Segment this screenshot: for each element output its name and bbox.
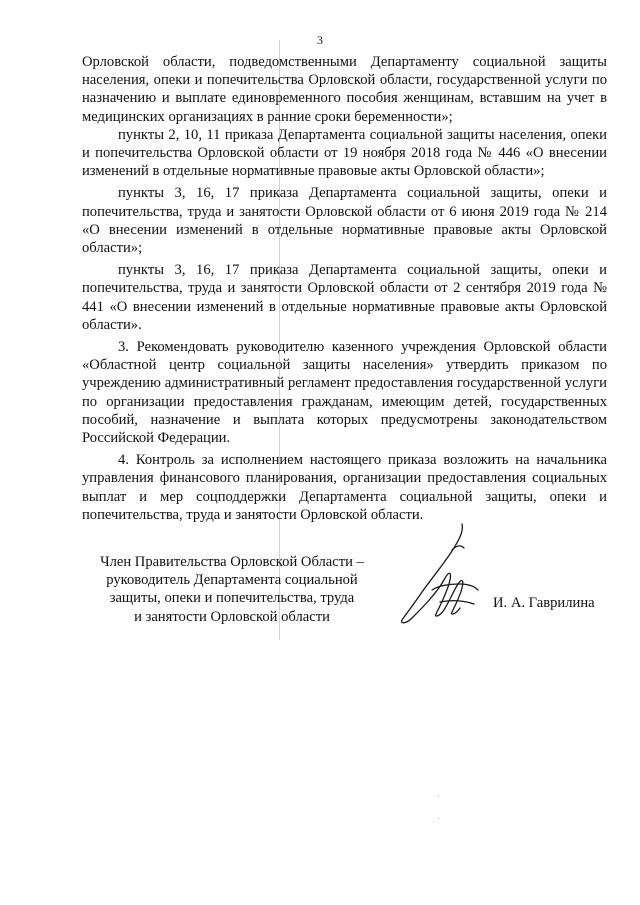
handwritten-signature-icon — [392, 520, 492, 630]
signer-name: И. А. Гаврилина — [493, 595, 595, 611]
paragraph-item: пункты 3, 16, 17 приказа Департамента социальной защиты, опеки и попечительства, труда и занятости Орловской области от 2 сентября 2019 года № 441 «О внесении изменений в отдельные нормативные правовые акты Орловской области». — [82, 262, 607, 333]
page-number: 3 — [317, 33, 323, 47]
signatory-position — [82, 553, 382, 626]
paragraph-item-4: 4. Контроль за исполнением настоящего приказа возложить на начальника управления финансового планирования, организации предоставления социальных выплат и мер соцподдержки Департамента социальной защиты, опеки и попечительства, труда и занятости Орловской области. — [82, 452, 607, 523]
scan-artifact — [438, 795, 439, 796]
paragraph-item-3: 3. Рекомендовать руководителю казенного учреждения Орловской области «Областной центр социальной защиты населения» утвердить приказом по учреждению административный регламент предоставления государственной услуги по организации предоставления гражданам, имеющим детей, государственных пособий, назначение и выплата которых предусмотрены законодательством Российской Федерации. — [82, 339, 607, 447]
position-line: и занятости Орловской области — [134, 608, 330, 625]
document-body — [82, 53, 607, 524]
position-line: защиты, опеки и попечительства, труда — [109, 590, 355, 607]
paragraph-continuation: Орловской области, подведомственными Департаменту социальной защиты населения, опеки и попечительства Орловской области, государственной услуги по назначению и выплате единовременного пособия женщинам, вставшим на учет в медицинских организациях в ранние сроки беременности»; — [82, 54, 607, 125]
scan-artifact — [438, 818, 439, 819]
position-line: Член Правительства Орловской Области – — [100, 554, 364, 570]
paragraph-item: пункты 2, 10, 11 приказа Департамента социальной защиты населения, опеки и попечительства Орловской области от 19 ноября 2018 года № 446 «О внесении изменений в отдельные нормативные правовые акты Орловской области»; — [82, 126, 607, 180]
paragraph-item: пункты 3, 16, 17 приказа Департамента социальной защиты, опеки и попечительства, труда и занятости Орловской области от 6 июня 2019 года № 214 «О внесении изменений в отдельные нормативные правовые акты Орловской области»; — [82, 185, 607, 257]
position-line: руководитель Департамента социальной — [106, 572, 358, 589]
